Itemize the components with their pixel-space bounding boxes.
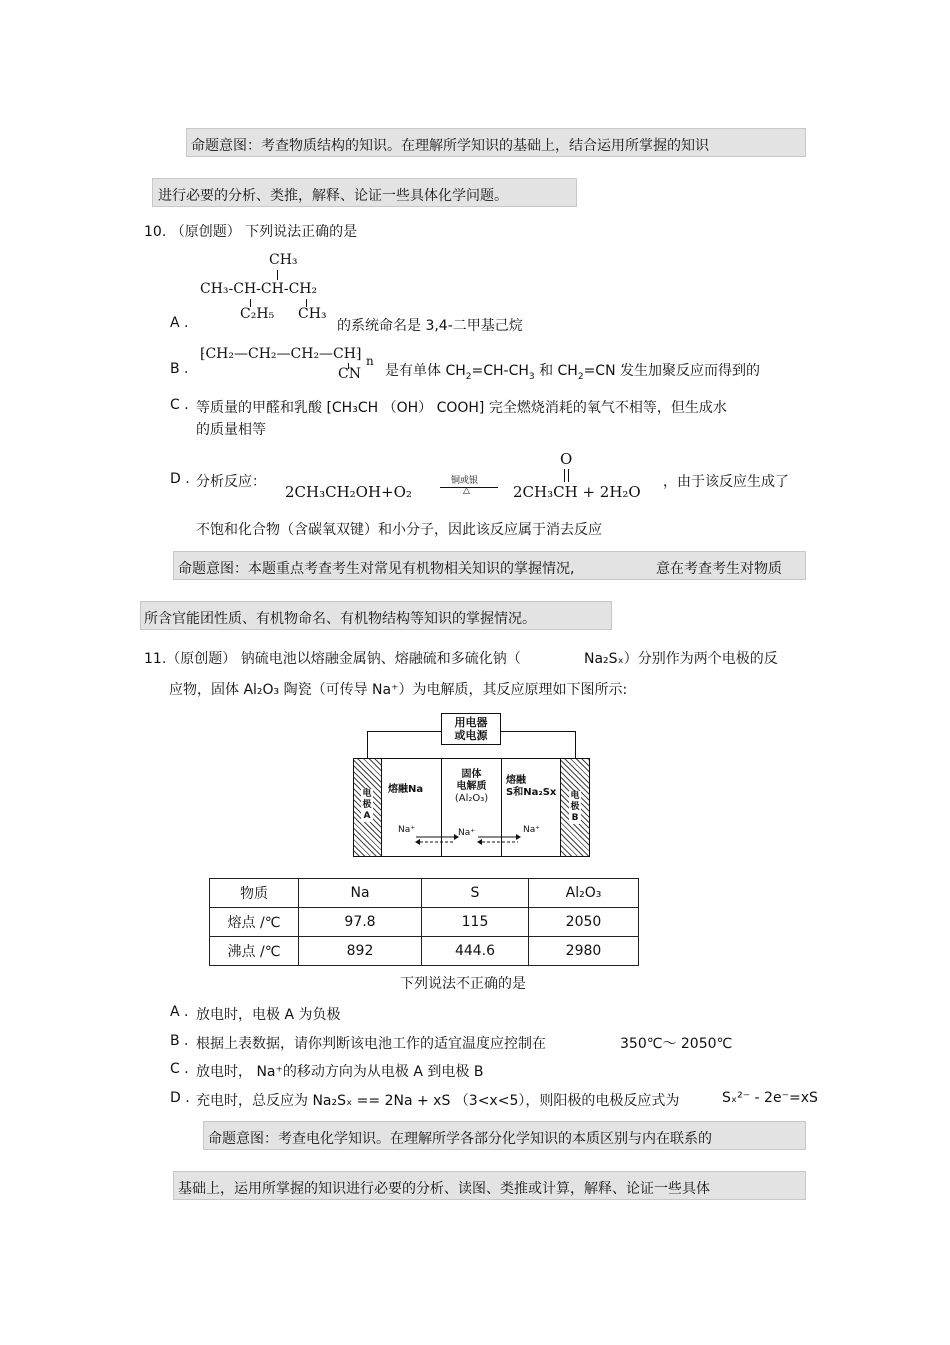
polymer-chain: ⁅CH₂—CH₂—CH₂—CH⁆ [200,346,362,362]
intent-text: 意在考查考生对物质 [656,561,782,577]
eq-left: 2CH₃CH₂OH+O₂ [285,483,412,501]
option-label: C . [170,1061,189,1077]
text-part: 是有单体 CH [385,363,466,379]
ion-label: Na⁺ [458,828,475,838]
option-text: Sₓ²⁻ - 2e⁻=xS [722,1090,818,1106]
battery-diagram [350,713,593,858]
option-text [385,360,760,382]
text-part: =CH-CH [471,363,529,379]
table-row [210,908,639,937]
table-header-row [210,879,639,908]
question-11-stem: 应物，固体 Al₂O₃ 陶瓷（可传导 Na⁺）为电解质，其反应原理如下图所示: [169,682,628,698]
zone-text: 电解质 [456,781,487,792]
intent-box-2-line1 [173,551,806,580]
option-label: D . [170,471,190,487]
eq-cond-bottom: △ [463,486,470,496]
label-char: A [363,811,371,821]
zone-text: S和Na₂Sx [506,787,557,798]
eq-o: O [560,450,573,468]
table-cell: 97.8 [299,908,422,937]
option-text: 等质量的甲醛和乳酸 [CH₃CH （OH） COOH] 完全燃烧消耗的氧气不相等，但生成水 [196,400,727,416]
structural-formula-a [200,252,335,324]
table-cell: 熔点 /℃ [210,908,299,937]
option-text: 的系统命名是 3,4-二甲基己烷 [337,318,523,334]
label-char: 极 [570,802,580,812]
option-text: 放电时， Na⁺的移动方向为从电极 A 到电极 B [196,1064,484,1080]
struct-main: CH₃-CH-CH-CH₂ [200,281,318,297]
table-cell: 沸点 /℃ [210,937,299,966]
option-text: 不饱和化合物（含碳氧双键）和小分子，因此该反应属于消去反应 [196,522,602,538]
struct-top: CH₃ [269,252,298,268]
intent-text: 基础上，运用所掌握的知识进行必要的分析、读图、类推或计算，解释、论证一些具体 [178,1181,710,1197]
intent-box-2-line2 [140,601,612,630]
question-10-stem: 10. （原创题） 下列说法正确的是 [144,224,358,240]
question-11-stem: Na₂Sₓ）分别作为两个电极的反 [584,651,778,667]
table-row [210,937,639,966]
device-label: 或电源 [454,729,488,742]
intent-text: 命题意图：考查电化学知识。在理解所学各部分化学知识的本质区别与内在联系的 [208,1131,712,1147]
label-char: 电 [362,789,372,799]
zone-text: (Al₂O₃) [454,793,489,804]
subscript: 2 [577,371,584,382]
table-header: Na [299,879,422,908]
text-part: =CN 发生加聚反应而得到的 [583,363,760,379]
bond-line [277,270,278,280]
reaction-equation [285,448,665,503]
table-cell: 892 [299,937,422,966]
polymer-formula [200,346,380,386]
intent-box-1-line1 [186,128,806,157]
option-text: ，由于该反应生成了 [663,474,789,490]
option-text: 分析反应： [196,474,266,490]
double-bond [568,469,569,482]
label-char: 极 [362,800,372,810]
ion-arrows [350,713,593,858]
table-header: 物质 [210,879,299,908]
intent-box-3-line1 [203,1121,806,1150]
subscript: 2 [465,371,472,382]
device-label: 用电器 [454,716,488,729]
intent-text: 进行必要的分析、类推，解释、论证一些具体化学问题。 [158,188,508,204]
intent-box-3-line2 [173,1171,806,1200]
table-cell: 444.6 [422,937,529,966]
eq-cond-top: 铜或银 [451,476,479,486]
struct-sub2: CH₃ [298,306,327,322]
label-char: 电 [570,791,580,801]
table-header: S [422,879,529,908]
question-11-stem: 11.（原创题） 钠硫电池以熔融金属钠、熔融硫和多硫化钠（ [144,651,521,667]
table-header: Al₂O₃ [529,879,639,908]
subscript: 3 [528,371,535,382]
double-bond [564,469,565,482]
polymer-n: n [366,354,374,368]
ion-label: Na⁺ [523,825,540,835]
zone-text: 固体 [461,769,482,780]
eq-right: 2CH₃CH + 2H₂O [513,483,641,501]
table-cell: 2050 [529,908,639,937]
option-label: A . [170,1004,189,1020]
option-text: 充电时，总反应为 Na₂Sₓ == 2Na + xS （3<x<5），则阳极的电极反应式为 [196,1093,680,1109]
option-text: 根据上表数据，请你判断该电池工作的适宜温度应控制在 [196,1036,546,1052]
struct-sub1: C₂H₅ [240,306,275,322]
intent-text: 命题意图：本题重点考查考生对常见有机物相关知识的掌握情况, [178,561,575,577]
table-cell: 115 [422,908,529,937]
option-label: D . [170,1090,190,1106]
intent-text: 命题意图：考查物质结构的知识。在理解所学知识的基础上，结合运用所掌握的知识 [191,138,709,154]
zone-text: 熔融 [506,775,526,786]
text-part: 和 CH [534,363,578,379]
option-label: C . [170,397,189,413]
option-label: A . [170,315,189,331]
table-cell: 2980 [529,937,639,966]
intent-text: 所含官能团性质、有机物命名、有机物结构等知识的掌握情况。 [144,611,536,627]
label-char: B [571,813,579,823]
ion-label: Na⁺ [398,825,415,835]
intent-box-1-line2 [152,178,577,207]
polymer-sub: CN [338,366,361,382]
option-label: B . [170,361,189,377]
option-label: B . [170,1033,189,1049]
option-text: 350℃～ 2050℃ [620,1036,733,1052]
option-text: 的质量相等 [196,422,266,438]
question-ask: 下列说法不正确的是 [400,976,526,992]
zone-left-label: 熔融Na [388,784,424,795]
option-text: 放电时，电极 A 为负极 [196,1007,341,1023]
melting-boiling-table [209,878,639,966]
